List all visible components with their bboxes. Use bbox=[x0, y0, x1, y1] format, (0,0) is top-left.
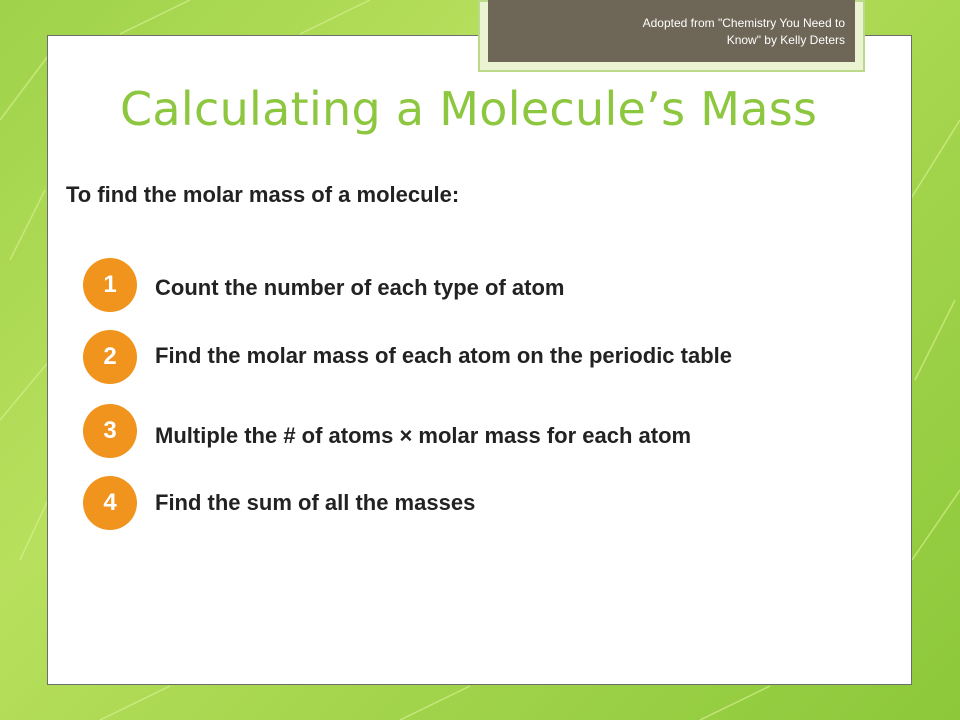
step-3-badge: 3 bbox=[83, 404, 137, 458]
step-2-text: Find the molar mass of each atom on the periodic table bbox=[155, 343, 732, 368]
step-1-badge: 1 bbox=[83, 258, 137, 312]
step-4-badge: 4 bbox=[83, 476, 137, 530]
step-3-text: Multiple the # of atoms × molar mass for each atom bbox=[155, 423, 692, 448]
step-4-text: Find the sum of all the masses bbox=[155, 490, 476, 515]
credit-box bbox=[488, 0, 855, 62]
credit-text: Adopted from "Chemistry You Need to Know" by Kelly Deters bbox=[642, 16, 845, 47]
intro-text: To find the molar mass of a molecule: bbox=[66, 182, 460, 207]
step-2-badge: 2 bbox=[83, 330, 137, 384]
slide-title: Calculating a Molecule’s Mass bbox=[120, 82, 818, 136]
step-1-text: Count the number of each type of atom bbox=[155, 275, 565, 300]
